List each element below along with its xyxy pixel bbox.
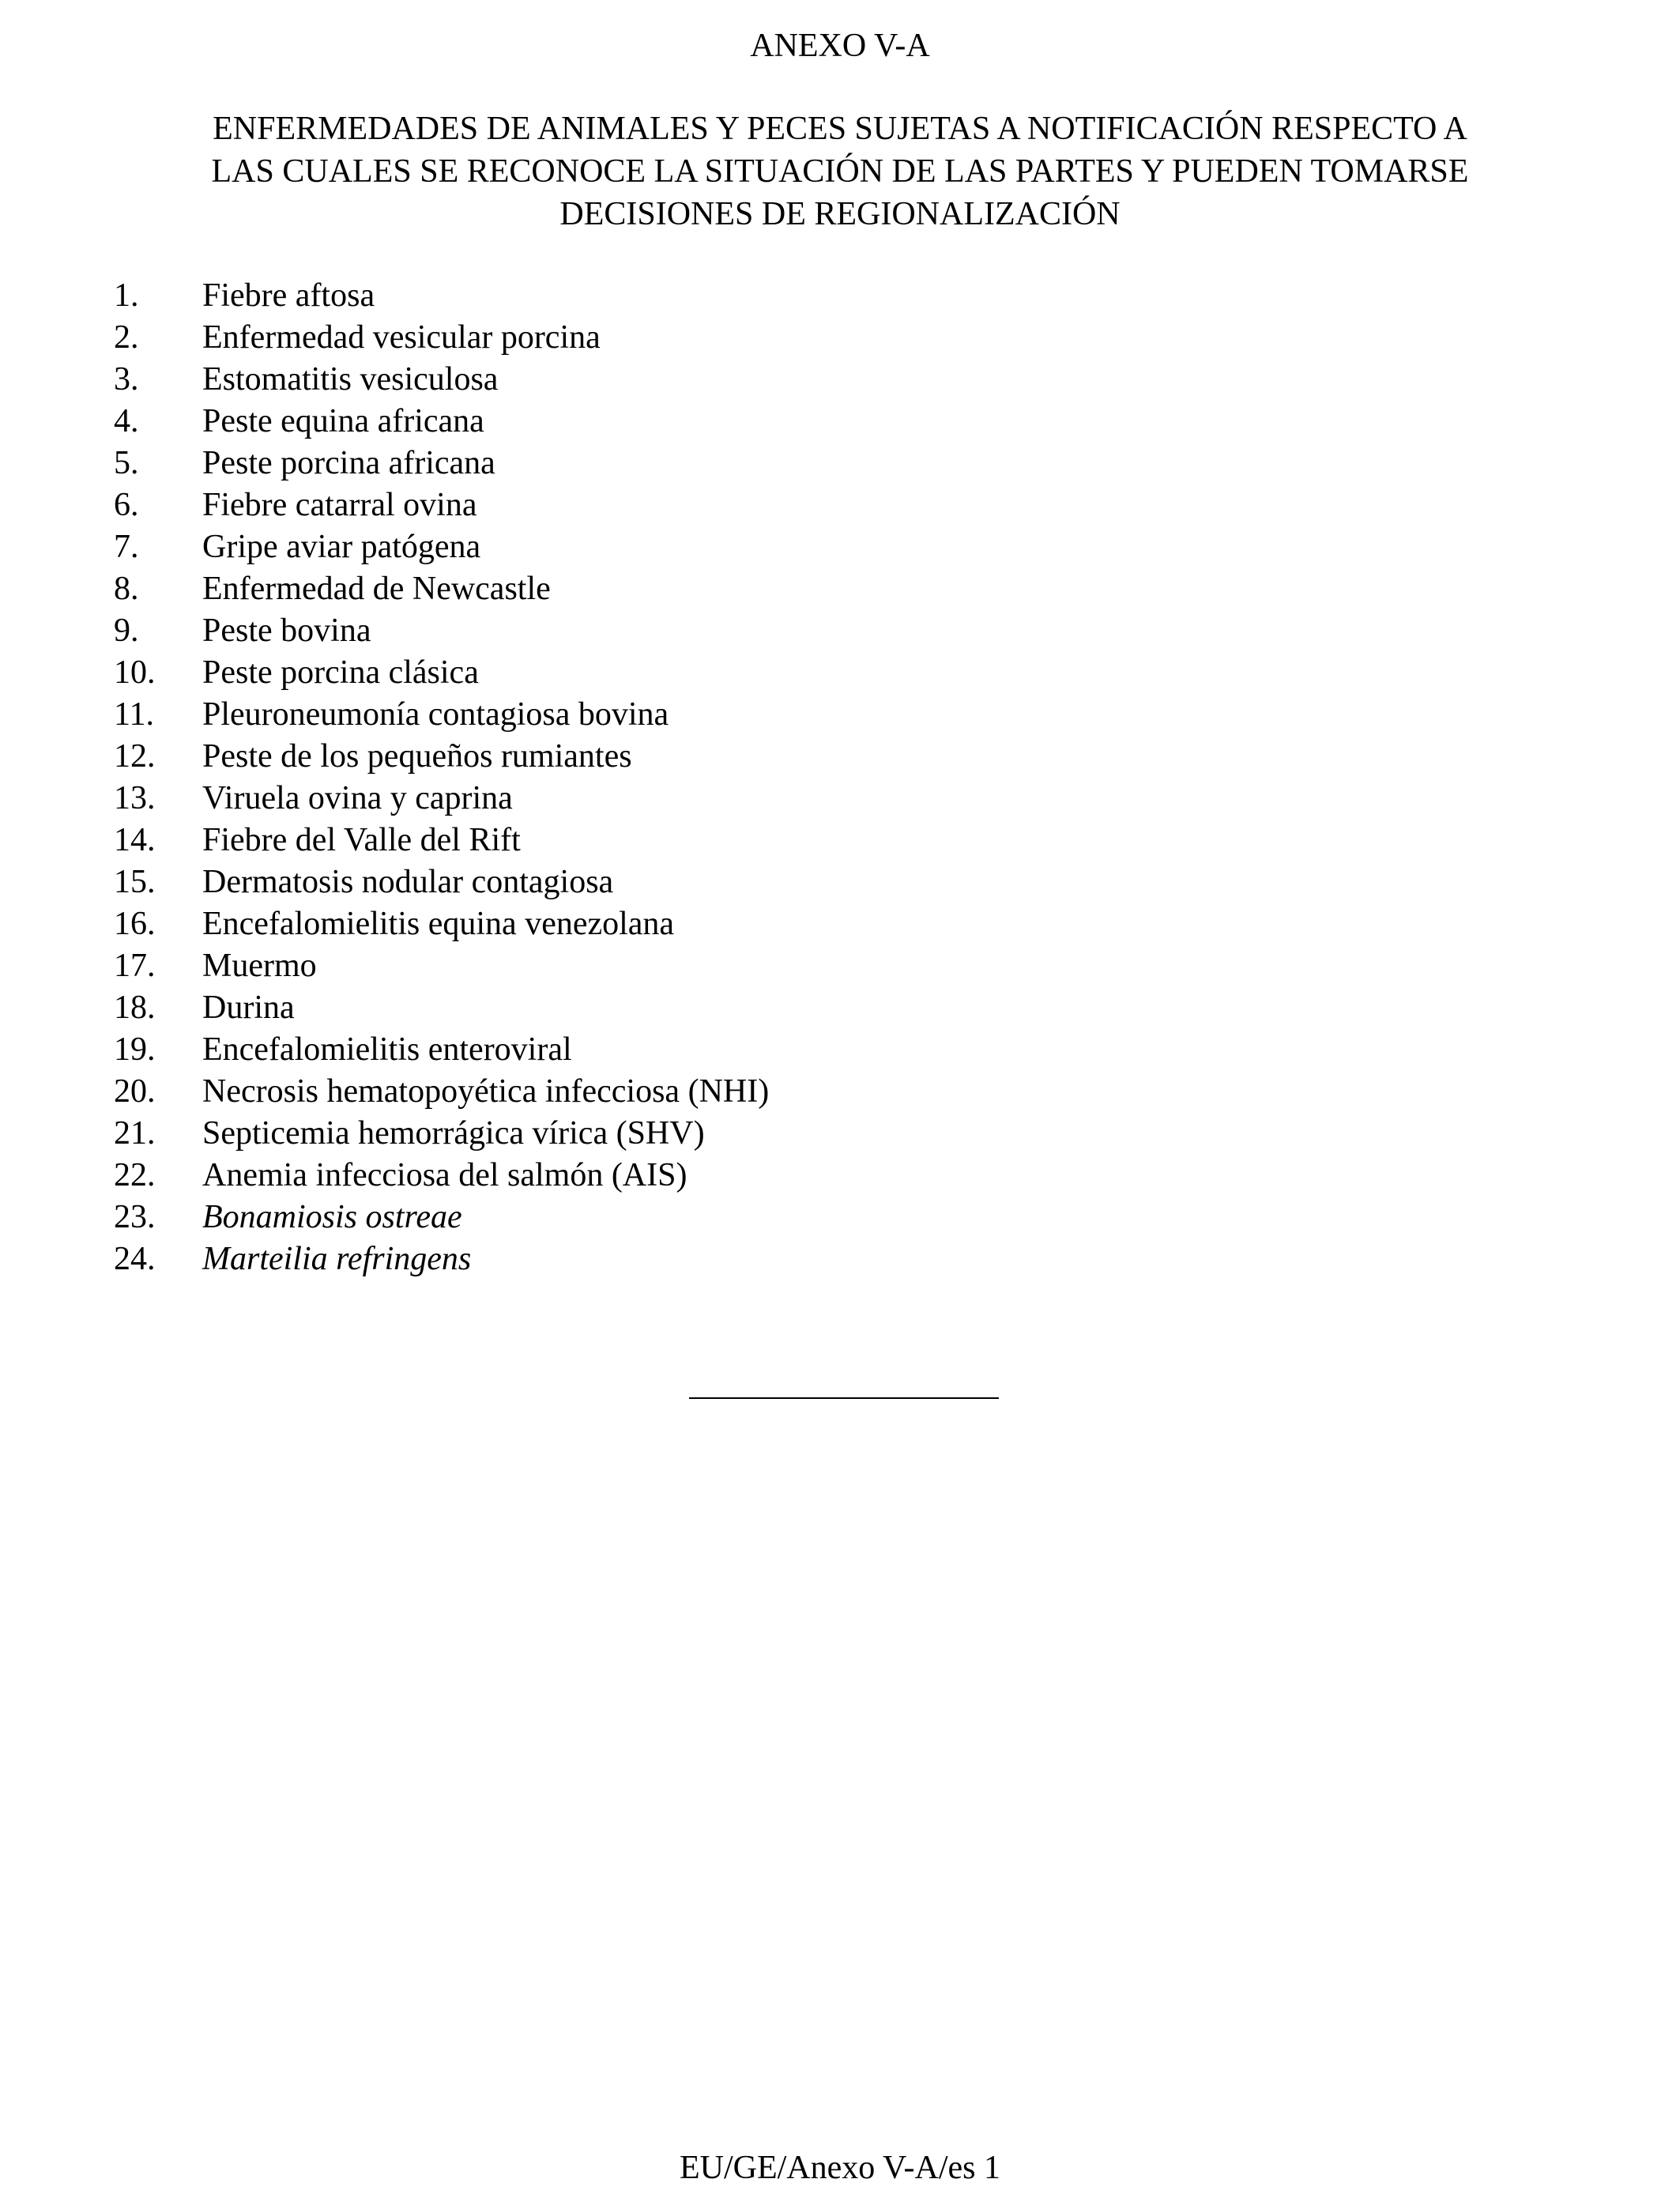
item-number: 21. [114, 1115, 156, 1152]
list-item [114, 1029, 1220, 1071]
disease-name: Dermatosis nodular contagiosa [202, 864, 614, 900]
disease-name: Pleuroneumonía contagiosa bovina [202, 696, 669, 733]
item-number: 12. [114, 738, 156, 775]
list-item [114, 1197, 1220, 1238]
disease-name: Anemia infecciosa del salmón (AIS) [202, 1157, 687, 1193]
disease-name: Encefalomielitis equina venezolana [202, 906, 675, 942]
list-item [114, 652, 1220, 694]
disease-name: Encefalomielitis enteroviral [202, 1031, 572, 1068]
item-number: 5. [114, 445, 139, 481]
disease-name: Marteilia refringens [202, 1241, 472, 1277]
heading-line: LAS CUALES SE RECONOCE LA SITUACIÓN DE LAS PARTES Y PUEDEN TOMARSE [211, 153, 1469, 190]
list-item [114, 610, 1220, 652]
list-item [114, 568, 1220, 610]
list-item [114, 694, 1220, 736]
disease-name: Durina [202, 990, 295, 1026]
disease-name: Fiebre catarral ovina [202, 487, 477, 523]
disease-name: Fiebre del Valle del Rift [202, 822, 521, 858]
item-number: 18. [114, 990, 156, 1026]
item-number: 1. [114, 277, 139, 314]
disease-name: Muermo [202, 948, 317, 984]
list-item [114, 1113, 1220, 1155]
disease-name: Peste bovina [202, 613, 371, 649]
list-item [114, 275, 1220, 317]
list-item [114, 443, 1220, 484]
item-number: 16. [114, 906, 156, 942]
item-number: 10. [114, 654, 156, 691]
list-item [114, 945, 1220, 987]
disease-name: Bonamiosis ostreae [202, 1199, 462, 1235]
list-item [114, 736, 1220, 778]
list-item [114, 401, 1220, 443]
annex-title: ANEXO V-A [750, 28, 930, 64]
item-number: 15. [114, 864, 156, 900]
item-number: 20. [114, 1073, 156, 1110]
disease-name: Peste porcina africana [202, 445, 495, 481]
item-number: 9. [114, 613, 139, 649]
disease-name: Septicemia hemorrágica vírica (SHV) [202, 1115, 705, 1152]
item-number: 8. [114, 571, 139, 607]
list-item [114, 1238, 1220, 1280]
list-item [114, 359, 1220, 401]
item-number: 22. [114, 1157, 156, 1193]
disease-name: Fiebre aftosa [202, 277, 375, 314]
disease-name: Necrosis hematopoyética infecciosa (NHI) [202, 1073, 770, 1110]
list-item [114, 987, 1220, 1029]
disease-name: Viruela ovina y caprina [202, 780, 513, 816]
item-number: 4. [114, 403, 139, 439]
disease-list [114, 275, 1220, 1280]
disease-name: Peste equina africana [202, 403, 484, 439]
disease-name: Enfermedad vesicular porcina [202, 319, 601, 356]
document-heading [95, 107, 1585, 236]
list-item [114, 820, 1220, 861]
disease-name: Gripe aviar patógena [202, 529, 481, 565]
disease-name: Enfermedad de Newcastle [202, 571, 551, 607]
list-item [114, 1155, 1220, 1197]
list-item [114, 778, 1220, 820]
list-item [114, 484, 1220, 526]
heading-line: ENFERMEDADES DE ANIMALES Y PECES SUJETAS A NOTIFICACIÓN RESPECTO A [213, 111, 1467, 147]
item-number: 19. [114, 1031, 156, 1068]
item-number: 3. [114, 361, 139, 398]
disease-name: Peste de los pequeños rumiantes [202, 738, 632, 775]
item-number: 7. [114, 529, 139, 565]
item-number: 6. [114, 487, 139, 523]
item-number: 14. [114, 822, 156, 858]
heading-line: DECISIONES DE REGIONALIZACIÓN [559, 196, 1121, 232]
item-number: 24. [114, 1241, 156, 1277]
item-number: 17. [114, 948, 156, 984]
disease-name: Estomatitis vesiculosa [202, 361, 499, 398]
list-item [114, 861, 1220, 903]
item-number: 2. [114, 319, 139, 356]
list-item [114, 903, 1220, 945]
list-item [114, 1071, 1220, 1113]
list-item [114, 317, 1220, 359]
disease-name: Peste porcina clásica [202, 654, 479, 691]
page-footer: EU/GE/Anexo V-A/es 1 [680, 2150, 1000, 2186]
item-number: 23. [114, 1199, 156, 1235]
list-item [114, 526, 1220, 568]
item-number: 13. [114, 780, 156, 816]
end-of-annex-rule [689, 1397, 999, 1399]
item-number: 11. [114, 696, 154, 733]
